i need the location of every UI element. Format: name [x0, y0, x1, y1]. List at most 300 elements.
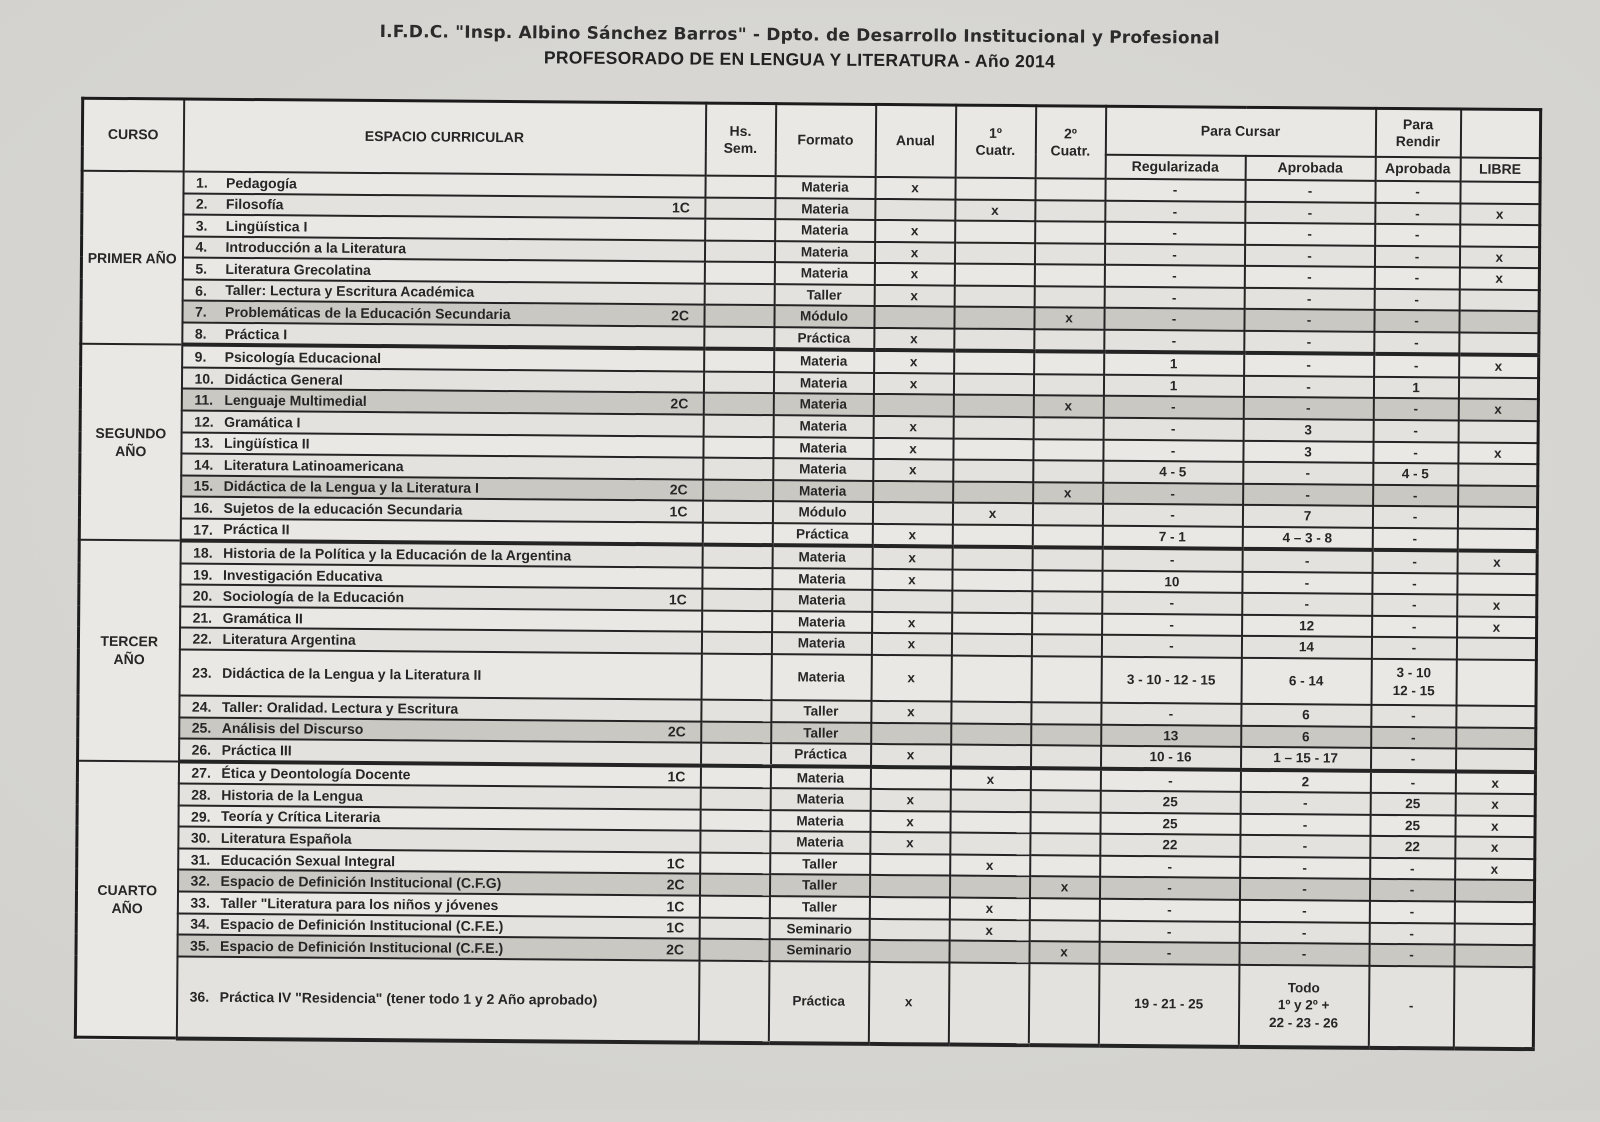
course-number: 14.: [193, 456, 214, 473]
cell-aprobada-rendir: -: [1373, 420, 1458, 442]
cell-hs-sem: [704, 262, 774, 284]
course-name: Práctica I: [224, 325, 288, 342]
cell-anual: x: [871, 655, 951, 702]
course-number: 21.: [192, 609, 213, 626]
cell-formato: Práctica: [771, 743, 871, 766]
cell-2-cuatr: [1032, 613, 1102, 635]
cell-aprobada-cursar: 3: [1243, 440, 1373, 463]
cell-libre: [1459, 311, 1539, 333]
cell-regularizada: 25: [1100, 812, 1240, 835]
course-number: 9.: [194, 348, 207, 365]
cell-anual: x: [874, 263, 954, 285]
cell-hs-sem: [699, 939, 769, 961]
cell-formato: Materia: [772, 611, 872, 633]
course-name: Gramática I: [224, 413, 301, 431]
cell-2-cuatr: [1034, 329, 1104, 352]
cell-formato: Materia: [774, 241, 874, 263]
cell-aprobada-cursar: Todo 1º y 2º + 22 - 23 - 26: [1238, 964, 1369, 1047]
cell-2-cuatr: [1034, 264, 1104, 286]
cell-2-cuatr: [1033, 417, 1103, 439]
cell-libre: x: [1455, 815, 1535, 837]
cell-anual: [873, 481, 953, 503]
cell-2-cuatr: [1032, 570, 1102, 592]
cell-anual: x: [870, 832, 950, 854]
cell-libre: x: [1457, 595, 1537, 617]
cell-anual: [869, 918, 949, 940]
cell-2-cuatr: [1035, 200, 1105, 222]
header-2-cuatr: 2º Cuatr.: [1035, 106, 1106, 179]
cell-regularizada: -: [1099, 942, 1239, 965]
cell-formato: Materia: [775, 198, 875, 220]
cell-anual: x: [874, 350, 954, 373]
cell-1-cuatr: x: [949, 897, 1029, 919]
cuatrimestre-tag: 1C: [668, 591, 687, 608]
cell-anual: x: [874, 285, 954, 307]
course-number: 32.: [190, 872, 211, 889]
cell-aprobada-rendir: -: [1370, 771, 1455, 794]
cell-2-cuatr: [1030, 855, 1100, 877]
course-number: 13.: [193, 434, 214, 452]
cell-regularizada: -: [1104, 286, 1244, 309]
cell-aprobada-rendir: 4 - 5: [1373, 463, 1458, 485]
cuatrimestre-tag: 2C: [671, 307, 690, 324]
course-name: Literatura Grecolatina: [225, 260, 371, 278]
cuatrimestre-tag: 2C: [666, 876, 685, 893]
cell-1-cuatr: x: [950, 767, 1030, 790]
cell-regularizada: -: [1104, 330, 1244, 354]
cell-libre: x: [1458, 399, 1538, 421]
cell-aprobada-rendir: -: [1375, 181, 1460, 203]
cell-formato: Materia: [772, 545, 872, 568]
cell-1-cuatr: [951, 702, 1031, 724]
cell-1-cuatr: [953, 481, 1033, 503]
cuatrimestre-tag: 2C: [667, 723, 686, 740]
header-formato: Formato: [775, 104, 876, 177]
cell-aprobada-cursar: -: [1244, 288, 1374, 311]
cell-aprobada-cursar: 6: [1241, 725, 1371, 748]
cell-anual: [873, 394, 953, 416]
cell-libre: [1458, 464, 1538, 486]
course-number: 18.: [193, 544, 213, 561]
course-name: Taller "Literatura para los niños y jóvenes: [220, 894, 499, 913]
course-number: 22.: [192, 630, 213, 647]
cell-1-cuatr: [952, 591, 1032, 613]
cell-2-cuatr: [1034, 286, 1104, 308]
cuatrimestre-tag: 2C: [669, 481, 688, 498]
cell-hs-sem: [699, 917, 769, 939]
cell-anual: [872, 502, 952, 524]
cell-regularizada: -: [1101, 635, 1241, 658]
cell-2-cuatr: x: [1033, 482, 1103, 504]
cell-2-cuatr: [1031, 724, 1101, 746]
cell-regularizada: 10 - 16: [1100, 746, 1240, 770]
cell-aprobada-rendir: -: [1371, 748, 1456, 771]
cell-regularizada: -: [1103, 396, 1243, 419]
course-name: Lingüística II: [223, 435, 310, 452]
course-number: 11.: [194, 391, 214, 408]
cell-libre: [1456, 706, 1536, 728]
cell-aprobada-cursar: 1 – 15 - 17: [1240, 747, 1370, 771]
cell-anual: [875, 198, 955, 220]
cell-regularizada: -: [1102, 614, 1242, 637]
cell-hs-sem: [701, 632, 771, 654]
course-number: 25.: [191, 719, 212, 737]
cell-anual: x: [871, 633, 951, 655]
cell-regularizada: 13: [1101, 724, 1241, 747]
cell-2-cuatr: [1033, 460, 1103, 482]
cell-anual: x: [873, 416, 953, 438]
cell-hs-sem: [705, 176, 775, 198]
cell-2-cuatr: [1033, 439, 1103, 461]
cell-regularizada: -: [1104, 243, 1244, 266]
curso-group-label: TERCER AÑO: [78, 540, 181, 761]
cell-regularizada: -: [1105, 200, 1245, 223]
cell-aprobada-rendir: 1: [1373, 377, 1458, 399]
curso-group-label: PRIMER AÑO: [81, 171, 183, 345]
cell-anual: x: [874, 328, 954, 351]
cell-libre: [1457, 573, 1537, 595]
header-curso: CURSO: [82, 98, 184, 171]
cell-formato: Materia: [770, 810, 870, 832]
cell-hs-sem: [704, 283, 774, 305]
cell-regularizada: 19 - 21 - 25: [1098, 963, 1239, 1046]
cell-formato: Taller: [769, 896, 869, 918]
cell-2-cuatr: [1035, 221, 1105, 243]
header-hs-sem: Hs. Sem.: [705, 103, 776, 176]
cell-aprobada-rendir: -: [1373, 485, 1458, 507]
cell-libre: [1457, 528, 1537, 551]
cell-aprobada-cursar: 4 – 3 - 8: [1242, 527, 1372, 551]
course-number: 19.: [192, 566, 213, 583]
cell-regularizada: 3 - 10 - 12 - 15: [1101, 657, 1241, 704]
cell-libre: x: [1459, 355, 1539, 378]
cell-2-cuatr: [1030, 833, 1100, 855]
course-name: Literatura Latinoamericana: [223, 456, 404, 475]
cell-hs-sem: [703, 372, 773, 394]
cell-hs-sem: [704, 349, 774, 372]
cell-formato: Materia: [773, 458, 873, 480]
cell-formato: Materia: [771, 633, 871, 655]
cell-hs-sem: [701, 654, 771, 701]
cell-formato: Materia: [774, 350, 874, 373]
header-espacio-curricular: ESPACIO CURRICULAR: [183, 99, 706, 176]
course-name: Didáctica de la Lengua y la Literatura II: [222, 664, 482, 683]
cell-aprobada-rendir: -: [1369, 901, 1454, 923]
cell-anual: x: [872, 569, 952, 591]
course-name: Pedagogía: [226, 174, 297, 192]
cell-libre: x: [1458, 442, 1538, 464]
cell-aprobada-rendir: -: [1374, 289, 1459, 311]
cell-libre: [1456, 638, 1536, 660]
header-empty: [1460, 109, 1540, 158]
course-number: 8.: [194, 325, 207, 342]
cell-formato: Módulo: [774, 305, 874, 327]
course-name: Historia de la Lengua: [221, 786, 363, 804]
course-number: 4.: [195, 239, 208, 256]
cell-aprobada-cursar: -: [1243, 397, 1373, 420]
course-number: 33.: [190, 894, 210, 911]
cell-formato: Materia: [774, 262, 874, 284]
cell-anual: [869, 875, 949, 897]
cell-1-cuatr: [954, 264, 1034, 286]
cell-regularizada: -: [1105, 179, 1245, 202]
cell-anual: x: [874, 242, 954, 264]
cell-2-cuatr: [1030, 790, 1100, 812]
cell-aprobada-rendir: -: [1375, 224, 1460, 246]
course-number: 35.: [190, 937, 210, 954]
curriculum-table: [74, 97, 1542, 1051]
cell-hs-sem: [701, 700, 771, 722]
cell-1-cuatr: [954, 351, 1034, 374]
course-number: 1.: [196, 174, 208, 191]
course-number: 3.: [195, 217, 208, 234]
cell-aprobada-cursar: 6 - 14: [1241, 658, 1371, 705]
cell-2-cuatr: [1032, 503, 1102, 525]
course-number: 31.: [190, 851, 211, 868]
cell-hs-sem: [703, 479, 773, 501]
cell-2-cuatr: [1034, 352, 1104, 375]
cell-2-cuatr: x: [1029, 877, 1099, 899]
cell-libre: x: [1459, 268, 1539, 290]
cell-formato: Módulo: [772, 501, 872, 523]
cell-aprobada-rendir: -: [1371, 637, 1456, 659]
course-number: 6.: [195, 282, 207, 299]
cuatrimestre-tag: 1C: [666, 919, 685, 936]
cell-hs-sem: [701, 743, 771, 766]
cell-libre: x: [1455, 858, 1535, 880]
cell-hs-sem: [702, 567, 772, 589]
header-aprobada-cursar: Aprobada: [1245, 156, 1375, 181]
cell-hs-sem: [700, 788, 770, 810]
cell-hs-sem: [702, 501, 772, 523]
cell-1-cuatr: [953, 460, 1033, 482]
cell-regularizada: 25: [1100, 791, 1240, 814]
course-name: Teoría y Crítica Literaria: [221, 808, 381, 826]
cell-anual: x: [868, 962, 949, 1045]
course-name: Sociología de la Educación: [222, 587, 405, 606]
cell-hs-sem: [702, 589, 772, 611]
header-anual: Anual: [875, 104, 956, 177]
cell-aprobada-cursar: -: [1244, 244, 1374, 267]
cell-anual: [872, 590, 952, 612]
cell-libre: [1456, 727, 1536, 749]
cell-1-cuatr: [955, 221, 1035, 243]
cell-2-cuatr: [1028, 963, 1099, 1046]
course-name: Literatura Española: [220, 829, 352, 847]
cell-2-cuatr: [1031, 635, 1101, 657]
cell-hs-sem: [704, 305, 774, 327]
program-title: PROFESORADO DE EN LENGUA Y LITERATURA - Año 2014: [543, 47, 1056, 72]
cell-hs-sem: [704, 326, 774, 349]
cell-formato: Materia: [770, 766, 870, 789]
cell-aprobada-rendir: -: [1374, 246, 1459, 268]
cell-2-cuatr: x: [1029, 941, 1099, 963]
cell-aprobada-cursar: 3: [1243, 419, 1373, 442]
cell-aprobada-cursar: 7: [1242, 505, 1372, 528]
course-number: 29.: [191, 808, 211, 825]
header-para-rendir: Para Rendir: [1375, 108, 1460, 157]
course-number: 12.: [194, 413, 214, 430]
cell-libre: [1454, 880, 1534, 902]
cell-regularizada: -: [1105, 222, 1245, 245]
course-number: 2.: [195, 195, 208, 213]
cell-2-cuatr: [1032, 592, 1102, 614]
course-number: 28.: [191, 786, 211, 803]
espacio-curricular-cell: [179, 650, 701, 700]
course-name: Ética y Deontología Docente: [221, 765, 411, 783]
cell-aprobada-rendir: -: [1369, 879, 1454, 901]
cell-aprobada-cursar: -: [1239, 943, 1369, 966]
cell-anual: x: [873, 373, 953, 395]
cell-libre: [1458, 485, 1538, 507]
course-number: 17.: [193, 521, 213, 538]
cell-anual: [870, 854, 950, 876]
cell-1-cuatr: [949, 941, 1029, 963]
cell-hs-sem: [700, 852, 770, 874]
course-name: Didáctica de la Lengua y la Literatura I: [223, 478, 479, 497]
cell-libre: x: [1455, 794, 1535, 816]
cell-aprobada-rendir: -: [1375, 202, 1460, 224]
cell-libre: [1453, 966, 1534, 1049]
course-number: 16.: [193, 499, 214, 516]
cell-aprobada-rendir: -: [1368, 965, 1454, 1048]
cell-1-cuatr: [950, 833, 1030, 855]
cell-aprobada-rendir: -: [1371, 705, 1456, 727]
cell-formato: Materia: [770, 788, 870, 810]
cell-anual: x: [873, 437, 953, 459]
cell-libre: x: [1455, 771, 1535, 794]
cell-libre: [1454, 923, 1534, 945]
cell-regularizada: 1: [1103, 375, 1243, 398]
cell-libre: x: [1457, 616, 1537, 638]
cell-aprobada-cursar: -: [1240, 792, 1370, 815]
course-name: Filosofía: [225, 196, 284, 213]
course-name: Sujetos de la educación Secundaria: [223, 499, 463, 518]
cell-aprobada-cursar: -: [1244, 266, 1374, 289]
cell-regularizada: -: [1101, 703, 1241, 726]
cell-regularizada: -: [1099, 877, 1239, 900]
cell-anual: [874, 306, 954, 328]
cell-libre: [1458, 377, 1538, 399]
cell-2-cuatr: [1030, 745, 1100, 768]
cell-1-cuatr: [949, 876, 1029, 898]
course-name: Didáctica General: [224, 370, 343, 388]
cell-anual: x: [870, 811, 950, 833]
cell-regularizada: -: [1104, 265, 1244, 288]
cell-aprobada-rendir: 3 - 10 12 - 15: [1371, 659, 1456, 706]
course-name: Introducción a la Literatura: [225, 239, 407, 257]
cell-1-cuatr: [955, 178, 1035, 200]
cell-aprobada-cursar: -: [1245, 223, 1375, 246]
cell-2-cuatr: [1030, 768, 1100, 791]
cell-formato: Materia: [773, 415, 873, 437]
cell-1-cuatr: [954, 328, 1034, 351]
cell-1-cuatr: x: [952, 503, 1032, 525]
cell-anual: [869, 940, 949, 962]
course-name: Espacio de Definición Institucional (C.F.G): [220, 872, 502, 892]
cell-aprobada-rendir: -: [1372, 528, 1457, 551]
cell-libre: [1460, 182, 1540, 204]
cell-1-cuatr: [952, 524, 1032, 547]
cell-aprobada-rendir: 22: [1370, 836, 1455, 858]
cell-formato: Materia: [773, 372, 873, 394]
cell-anual: x: [872, 524, 952, 547]
course-name: Espacio de Definición Institucional (C.F.E.): [220, 937, 504, 956]
cell-2-cuatr: [1034, 243, 1104, 265]
course-number: 5.: [195, 260, 208, 277]
cell-regularizada: -: [1102, 548, 1242, 572]
cell-aprobada-cursar: -: [1240, 835, 1370, 858]
cell-hs-sem: [699, 896, 769, 918]
cell-formato: Materia: [772, 568, 872, 590]
course-name: Taller: Lectura y Escritura Académica: [225, 282, 475, 301]
cell-anual: x: [871, 744, 951, 767]
course-name: Lenguaje Multimedial: [224, 392, 367, 410]
header-1-cuatr: 1º Cuatr.: [955, 105, 1036, 178]
course-number: 26.: [191, 741, 212, 758]
cell-1-cuatr: [954, 242, 1034, 264]
cell-1-cuatr: x: [949, 919, 1029, 941]
cell-2-cuatr: [1029, 920, 1099, 942]
course-name: Gramática II: [222, 609, 303, 627]
cell-aprobada-cursar: -: [1245, 201, 1375, 224]
course-number: 23.: [192, 664, 212, 681]
espacio-curricular-cell: [176, 956, 699, 1042]
cell-anual: x: [872, 546, 952, 569]
cell-libre: x: [1460, 203, 1540, 225]
cell-formato: Taller: [774, 284, 874, 306]
cell-formato: Práctica: [774, 327, 874, 350]
course-name: Práctica II: [223, 521, 290, 538]
cell-aprobada-rendir: -: [1369, 922, 1454, 944]
cell-aprobada-cursar: -: [1243, 462, 1373, 485]
cell-aprobada-cursar: -: [1244, 331, 1374, 355]
cell-2-cuatr: [1030, 812, 1100, 834]
cell-formato: Materia: [775, 176, 875, 198]
cell-hs-sem: [705, 219, 775, 241]
cell-regularizada: -: [1104, 308, 1244, 331]
cell-anual: x: [873, 459, 953, 481]
cell-aprobada-cursar: 6: [1241, 704, 1371, 727]
cell-1-cuatr: [953, 417, 1033, 439]
cell-formato: Taller: [769, 875, 869, 897]
cell-aprobada-cursar: -: [1244, 353, 1374, 377]
cell-aprobada-rendir: -: [1371, 726, 1456, 748]
cell-libre: x: [1459, 246, 1539, 268]
cell-libre: [1460, 225, 1540, 247]
cell-1-cuatr: [951, 634, 1031, 656]
cell-1-cuatr: [952, 547, 1032, 570]
cell-hs-sem: [702, 522, 772, 545]
cell-regularizada: -: [1099, 899, 1239, 922]
cell-1-cuatr: [951, 656, 1031, 703]
cell-1-cuatr: [950, 745, 1030, 768]
header-regularizada: Regularizada: [1105, 155, 1245, 180]
course-name: Problemáticas de la Educación Secundaria: [224, 303, 511, 323]
cuatrimestre-tag: 1C: [667, 768, 686, 785]
cell-regularizada: -: [1102, 592, 1242, 615]
cell-formato: Materia: [775, 219, 875, 241]
course-name: Práctica III: [221, 741, 292, 759]
cell-formato: Materia: [771, 654, 871, 701]
cell-1-cuatr: [952, 612, 1032, 634]
cell-regularizada: 1: [1104, 352, 1244, 376]
cell-formato: Materia: [772, 590, 872, 612]
course-number: 34.: [190, 915, 210, 932]
cell-regularizada: -: [1102, 504, 1242, 527]
cell-anual: x: [875, 177, 955, 199]
cell-aprobada-cursar: -: [1242, 593, 1372, 616]
